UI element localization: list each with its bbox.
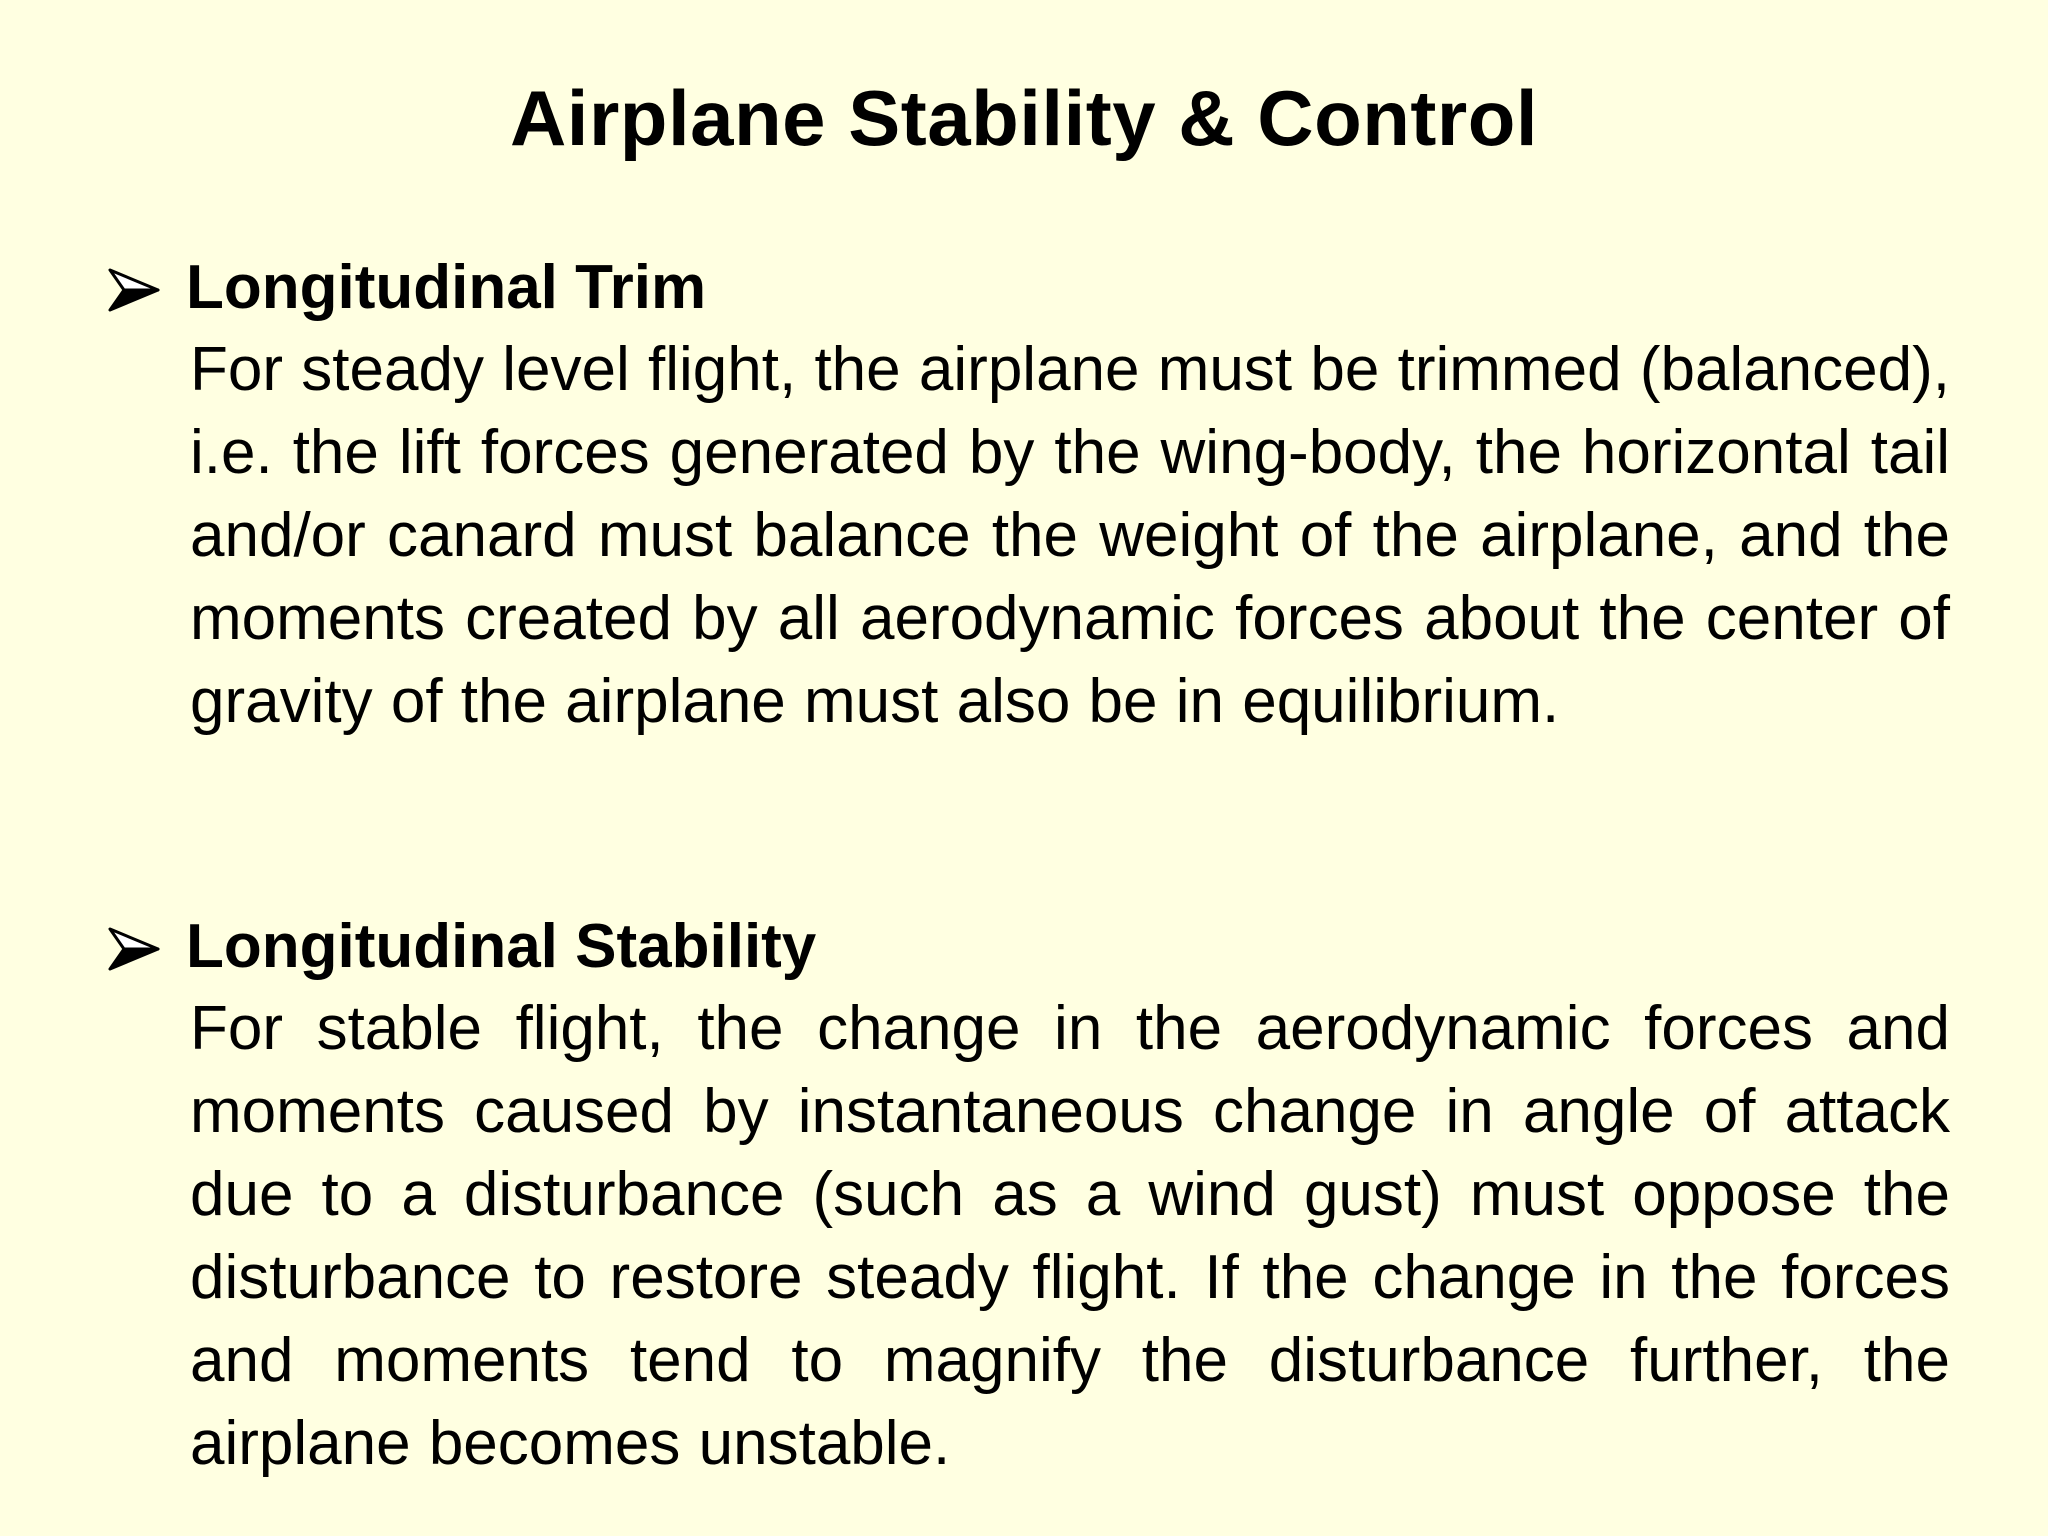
- section-heading-row: [108, 907, 1948, 987]
- section-body: For stable flight, the change in the aerodynamic forces and moments caused by instantaneous change in angle of attack due to a disturbance (such as a wind gust) must oppose the disturbance to restore steady flight. If the change in the forces and moments tend to magnify the disturbance further, the airplane becomes unstable.: [190, 994, 1950, 1478]
- section-heading: Longitudinal Trim: [186, 253, 707, 322]
- arrowhead-bullet-icon: [108, 927, 160, 971]
- section-heading: Longitudinal Stability: [186, 912, 817, 981]
- section-longitudinal-trim: [108, 248, 1948, 743]
- section-body: For steady level flight, the airplane must be trimmed (balanced), i.e. the lift forces generated by the wing-body, the horizontal tail and/or canard must balance the weight of the airplane, and the moments created by all aerodynamic forces about the center of gravity of the airplane must also be in equilibrium.: [190, 335, 1950, 736]
- slide-title: Airplane Stability & Control: [509, 74, 1539, 162]
- section-longitudinal-stability: [108, 907, 1948, 1485]
- arrowhead-bullet-icon: [108, 268, 160, 312]
- section-heading-row: [108, 248, 1948, 328]
